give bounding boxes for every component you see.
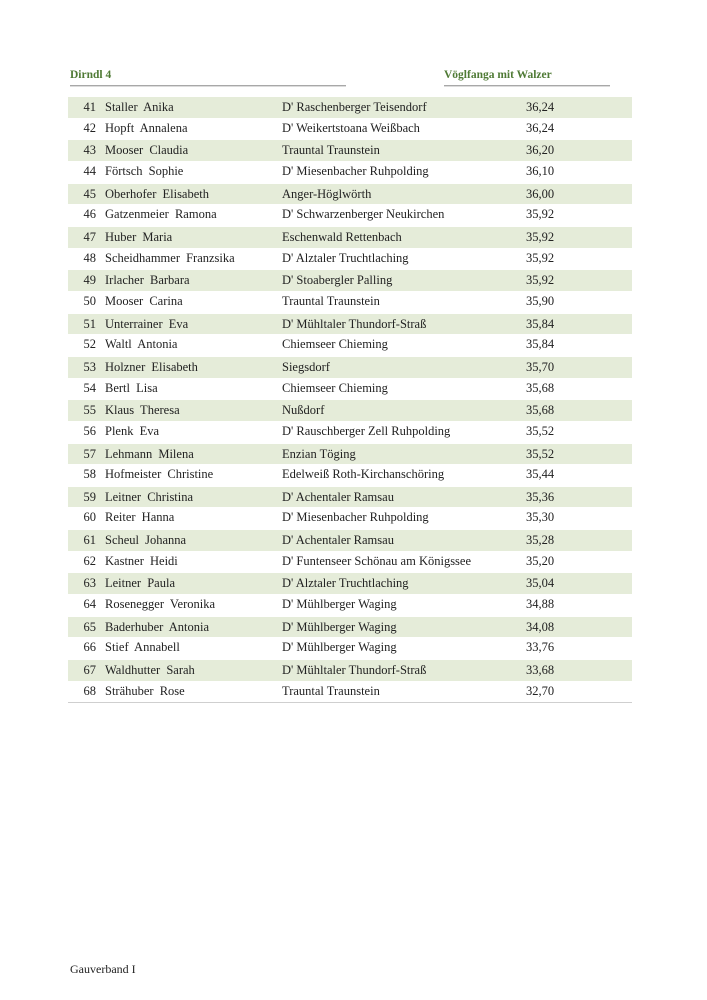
page-footer: Gauverband I xyxy=(70,962,136,976)
name-cell: Waldhutter Sarah xyxy=(105,663,195,678)
name-cell: Irlacher Barbara xyxy=(105,273,190,288)
table-row xyxy=(68,204,632,226)
score-cell: 35,52 xyxy=(526,446,555,461)
score-cell: 35,92 xyxy=(526,207,555,222)
name-cell: Holzner Elisabeth xyxy=(105,359,198,374)
rank-cell: 53 xyxy=(83,359,96,374)
category-heading: Dirndl 4 xyxy=(70,69,346,86)
score-cell: 32,70 xyxy=(526,683,555,698)
rank-cell: 62 xyxy=(83,553,96,568)
name-cell: Bertl Lisa xyxy=(105,380,158,395)
name-cell: Stief Annabell xyxy=(105,640,180,655)
table-row xyxy=(68,183,632,205)
score-cell: 35,52 xyxy=(526,423,555,438)
name-cell: Rosenegger Veronika xyxy=(105,597,216,612)
table-row xyxy=(68,226,632,248)
club-cell: D' Mühlberger Waging xyxy=(282,597,397,612)
club-cell: Eschenwald Rettenbach xyxy=(282,229,402,244)
table-row xyxy=(68,139,632,161)
rank-cell: 60 xyxy=(83,510,96,525)
club-cell: D' Miesenbacher Ruhpolding xyxy=(282,163,429,178)
rank-cell: 46 xyxy=(83,207,96,222)
name-cell: Baderhuber Antonia xyxy=(105,619,210,634)
name-cell: Lehmann Milena xyxy=(105,446,194,461)
score-cell: 34,08 xyxy=(526,619,555,634)
score-cell: 35,04 xyxy=(526,576,555,591)
discipline-heading: Vöglfanga mit Walzer xyxy=(444,69,610,86)
club-cell: D' Achentaler Ramsau xyxy=(282,489,394,504)
table-row xyxy=(68,118,632,140)
table-row xyxy=(68,464,632,486)
club-cell: D' Achentaler Ramsau xyxy=(282,533,394,548)
score-cell: 36,20 xyxy=(526,143,555,158)
table-row xyxy=(68,616,632,638)
club-cell: D' Weikertstoana Weißbach xyxy=(282,120,420,135)
rank-cell: 55 xyxy=(83,403,96,418)
name-cell: Scheul Johanna xyxy=(105,533,187,548)
name-cell: Hofmeister Christine xyxy=(105,467,214,482)
name-cell: Leitner Christina xyxy=(105,489,194,504)
name-cell: Kastner Heidi xyxy=(105,553,178,568)
name-cell: Oberhofer Elisabeth xyxy=(105,186,210,201)
rank-cell: 43 xyxy=(83,143,96,158)
club-cell: Trauntal Traunstein xyxy=(282,143,380,158)
rank-cell: 51 xyxy=(83,316,96,331)
table-row xyxy=(68,96,632,118)
name-cell: Strähuber Rose xyxy=(105,683,185,698)
table-row xyxy=(68,269,632,291)
table-row xyxy=(68,356,632,378)
club-cell: D' Raschenberger Teisendorf xyxy=(282,100,427,114)
name-cell: Reiter Hanna xyxy=(105,510,175,525)
table-row xyxy=(68,659,632,681)
rank-cell: 67 xyxy=(83,663,96,678)
table-row xyxy=(68,313,632,335)
results-table xyxy=(68,96,632,703)
table-row xyxy=(68,378,632,400)
club-cell: D' Alztaler Truchtlaching xyxy=(282,576,409,591)
rank-cell: 49 xyxy=(83,273,96,288)
club-cell: Enzian Töging xyxy=(282,446,356,461)
table-row xyxy=(68,291,632,313)
name-cell: Waltl Antonia xyxy=(105,337,178,352)
table-row xyxy=(68,443,632,465)
score-cell: 35,92 xyxy=(526,229,555,244)
rank-cell: 45 xyxy=(83,186,96,201)
rank-cell: 68 xyxy=(83,683,96,698)
club-cell: D' Miesenbacher Ruhpolding xyxy=(282,510,429,525)
table-row xyxy=(68,161,632,183)
score-cell: 35,84 xyxy=(526,337,555,352)
rank-cell: 47 xyxy=(83,229,96,244)
rank-cell: 64 xyxy=(83,597,96,612)
score-cell: 34,88 xyxy=(526,597,555,612)
club-cell: Trauntal Traunstein xyxy=(282,293,380,308)
club-cell: Chiemseer Chieming xyxy=(282,380,388,395)
club-cell: Siegsdorf xyxy=(282,359,330,374)
club-cell: D' Funtenseer Schönau am Königssee xyxy=(282,553,472,568)
score-cell: 36,24 xyxy=(526,100,555,114)
name-cell: Hopft Annalena xyxy=(105,120,188,135)
name-cell: Scheidhammer Franzsika xyxy=(105,250,235,265)
name-cell: Förtsch Sophie xyxy=(105,163,184,178)
name-cell: Unterrainer Eva xyxy=(105,316,189,331)
club-cell: Edelweiß Roth-Kirchanschöring xyxy=(282,467,445,482)
rank-cell: 56 xyxy=(83,423,96,438)
club-cell: D' Alztaler Truchtlaching xyxy=(282,250,409,265)
club-cell: D' Mühlberger Waging xyxy=(282,619,397,634)
score-cell: 35,68 xyxy=(526,380,555,395)
club-cell: Trauntal Traunstein xyxy=(282,683,380,698)
table-row xyxy=(68,486,632,508)
score-cell: 36,24 xyxy=(526,120,555,135)
club-cell: D' Schwarzenberger Neukirchen xyxy=(282,207,445,222)
rank-cell: 44 xyxy=(83,163,96,178)
table-row xyxy=(68,399,632,421)
score-cell: 35,92 xyxy=(526,250,555,265)
club-cell: D' Mühltaler Thundorf-Straß xyxy=(282,663,427,678)
table-row xyxy=(68,681,632,704)
club-cell: D' Mühlberger Waging xyxy=(282,640,397,655)
club-cell: D' Stoabergler Palling xyxy=(282,273,393,288)
table-row xyxy=(68,572,632,594)
club-cell: Anger-Höglwörth xyxy=(282,186,372,201)
score-cell: 35,68 xyxy=(526,403,555,418)
table-row xyxy=(68,594,632,616)
score-cell: 35,20 xyxy=(526,553,555,568)
score-cell: 36,00 xyxy=(526,186,555,201)
rank-cell: 61 xyxy=(83,533,96,548)
rank-cell: 42 xyxy=(83,120,96,135)
table-row xyxy=(68,421,632,443)
table-row xyxy=(68,551,632,573)
score-cell: 35,92 xyxy=(526,273,555,288)
name-cell: Plenk Eva xyxy=(105,423,160,438)
rank-cell: 66 xyxy=(83,640,96,655)
name-cell: Klaus Theresa xyxy=(105,403,180,418)
score-cell: 35,36 xyxy=(526,489,555,504)
score-cell: 35,84 xyxy=(526,316,555,331)
score-cell: 35,44 xyxy=(526,467,555,482)
score-cell: 35,28 xyxy=(526,533,555,548)
rank-cell: 63 xyxy=(83,576,96,591)
score-cell: 35,70 xyxy=(526,359,555,374)
score-cell: 36,10 xyxy=(526,163,555,178)
table-row xyxy=(68,334,632,356)
name-cell: Staller Anika xyxy=(105,100,174,114)
name-cell: Gatzenmeier Ramona xyxy=(105,207,217,222)
club-cell: Nußdorf xyxy=(282,403,325,418)
table-row xyxy=(68,637,632,659)
rank-cell: 54 xyxy=(83,380,96,395)
score-cell: 33,68 xyxy=(526,663,555,678)
club-cell: Chiemseer Chieming xyxy=(282,337,388,352)
table-row xyxy=(68,507,632,529)
score-cell: 33,76 xyxy=(526,640,555,655)
score-cell: 35,30 xyxy=(526,510,555,525)
name-cell: Mooser Carina xyxy=(105,293,183,308)
rank-cell: 57 xyxy=(83,446,96,461)
score-cell: 35,90 xyxy=(526,293,555,308)
rank-cell: 41 xyxy=(83,100,96,114)
rank-cell: 52 xyxy=(83,337,96,352)
name-cell: Leitner Paula xyxy=(105,576,175,591)
name-cell: Mooser Claudia xyxy=(105,143,189,158)
table-row xyxy=(68,529,632,551)
rank-cell: 59 xyxy=(83,489,96,504)
rank-cell: 58 xyxy=(83,467,96,482)
rank-cell: 48 xyxy=(83,250,96,265)
club-cell: D' Mühltaler Thundorf-Straß xyxy=(282,316,427,331)
name-cell: Huber Maria xyxy=(105,229,173,244)
table-row xyxy=(68,248,632,270)
rank-cell: 50 xyxy=(83,293,96,308)
club-cell: D' Rauschberger Zell Ruhpolding xyxy=(282,423,451,438)
rank-cell: 65 xyxy=(83,619,96,634)
